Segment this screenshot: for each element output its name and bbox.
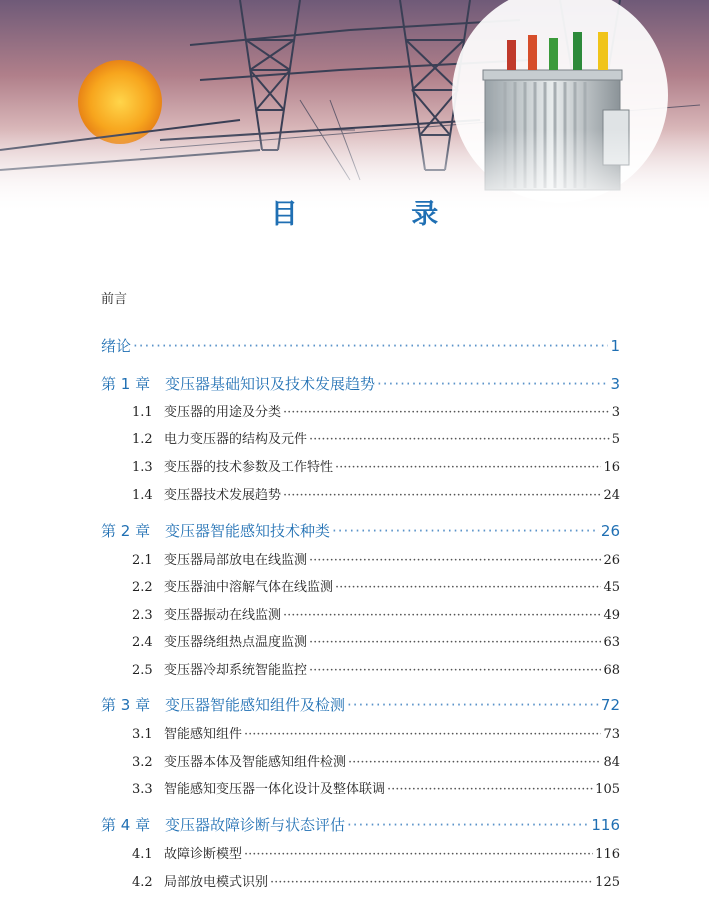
toc-section-entry[interactable]	[101, 659, 620, 678]
toc-leader-dots	[309, 663, 601, 678]
toc-entry-number: 第 1 章	[101, 375, 151, 393]
toc-preface: 前言	[101, 292, 128, 307]
toc-entry-page: 1	[610, 337, 620, 355]
toc-chapter-entry[interactable]	[101, 373, 620, 394]
toc-entry-number: 1.1	[132, 405, 153, 420]
toc-entry-title: 变压器绕组热点温度监测	[164, 635, 308, 650]
toc-leader-dots	[332, 522, 599, 540]
toc-entry-number: 4.1	[132, 847, 153, 862]
toc-leader-dots	[270, 875, 593, 890]
header-illustration	[0, 0, 709, 215]
toc-section-entry[interactable]	[101, 484, 620, 503]
toc-section-entry[interactable]	[101, 631, 620, 650]
toc-chapter-entry[interactable]	[101, 335, 620, 356]
toc-leader-dots	[387, 782, 593, 797]
toc-entry-title: 变压器的技术参数及工作特性	[164, 460, 334, 475]
toc-entry-page: 26	[600, 522, 620, 540]
toc-entry-number: 3.1	[132, 727, 153, 742]
toc-entry-page: 5	[611, 432, 620, 447]
toc-leader-dots	[133, 337, 608, 355]
toc-entry-number: 1.3	[132, 460, 153, 475]
toc-section-entry[interactable]	[101, 723, 620, 742]
toc-entry-title: 变压器基础知识及技术发展趋势	[165, 375, 376, 393]
toc-entry-page: 84	[603, 755, 620, 770]
toc-entry-title: 变压器振动在线监测	[164, 608, 282, 623]
toc-section-entry[interactable]	[101, 604, 620, 623]
toc-entry-number: 2.1	[132, 553, 153, 568]
toc-entry-title: 变压器智能感知技术种类	[165, 522, 331, 540]
toc-entry-number: 1.2	[132, 432, 153, 447]
toc-entry-page: 26	[603, 553, 620, 568]
toc-entry-page: 49	[603, 608, 620, 623]
toc-leader-dots	[377, 375, 608, 393]
toc-entry-title: 智能感知组件	[164, 727, 243, 742]
toc-entry-title: 变压器技术发展趋势	[164, 488, 282, 503]
toc-entry-page: 3	[610, 375, 620, 393]
toc-leader-dots	[335, 580, 601, 595]
toc-section-entry[interactable]	[101, 401, 620, 420]
toc-section-entry[interactable]	[101, 778, 620, 797]
toc-entry-number: 2.3	[132, 608, 153, 623]
toc-entry-page: 73	[603, 727, 620, 742]
toc-section-entry[interactable]	[101, 549, 620, 568]
toc-leader-dots	[347, 696, 599, 714]
toc-entry-number: 第 3 章	[101, 696, 151, 714]
toc-leader-dots	[309, 553, 601, 568]
toc-entry-page: 72	[600, 696, 620, 714]
toc-entry-number: 2.5	[132, 663, 153, 678]
toc-entry-title: 变压器本体及智能感知组件检测	[164, 755, 347, 770]
toc-leader-dots	[283, 488, 601, 503]
toc-leader-dots	[309, 635, 601, 650]
toc-section-entry[interactable]	[101, 843, 620, 862]
toc-entry-page: 116	[591, 816, 620, 834]
toc-leader-dots	[348, 755, 601, 770]
toc-entry-page: 3	[611, 405, 620, 420]
header-banner	[0, 0, 709, 215]
toc-section-entry[interactable]	[101, 751, 620, 770]
toc-entry-title: 绪论	[101, 337, 132, 355]
toc-entry-page: 125	[595, 875, 620, 890]
toc-entry-number: 2.4	[132, 635, 153, 650]
toc-entry-title: 变压器油中溶解气体在线监测	[164, 580, 334, 595]
toc-section-entry[interactable]	[101, 456, 620, 475]
toc-entry-title: 电力变压器的结构及元件	[164, 432, 308, 447]
toc-entry-title: 局部放电模式识别	[164, 875, 269, 890]
toc-entry-title: 故障诊断模型	[164, 847, 243, 862]
toc-leader-dots	[283, 405, 610, 420]
toc-section-entry[interactable]	[101, 871, 620, 890]
page-title: 目 录	[270, 199, 491, 230]
toc-entry-title: 变压器冷却系统智能监控	[164, 663, 308, 678]
toc-entry-number: 第 4 章	[101, 816, 151, 834]
toc-entry-number: 1.4	[132, 488, 153, 503]
toc-entry-number: 4.2	[132, 875, 153, 890]
toc-leader-dots	[244, 847, 593, 862]
toc-entry-number: 3.3	[132, 782, 153, 797]
toc-entry-title: 变压器智能感知组件及检测	[165, 696, 346, 714]
toc-entry-number: 第 2 章	[101, 522, 151, 540]
toc-entry-number: 3.2	[132, 755, 153, 770]
toc-chapter-entry[interactable]	[101, 814, 620, 835]
toc-entry-title: 智能感知变压器一体化设计及整体联调	[164, 782, 386, 797]
toc-entry-page: 45	[603, 580, 620, 595]
toc-entry-page: 116	[595, 847, 620, 862]
toc-entry-page: 24	[603, 488, 620, 503]
toc-section-entry[interactable]	[101, 428, 620, 447]
toc-leader-dots	[244, 727, 601, 742]
toc-entry-title: 变压器的用途及分类	[164, 405, 282, 420]
toc-entry-number: 2.2	[132, 580, 153, 595]
toc-entry-page: 63	[603, 635, 620, 650]
toc-leader-dots	[347, 816, 589, 834]
toc-entry-title: 变压器故障诊断与状态评估	[165, 816, 346, 834]
toc-entry-page: 16	[603, 460, 620, 475]
toc-section-entry[interactable]	[101, 576, 620, 595]
toc-entry-page: 105	[595, 782, 620, 797]
toc-leader-dots	[335, 460, 601, 475]
toc-entry-title: 变压器局部放电在线监测	[164, 553, 308, 568]
toc-leader-dots	[309, 432, 610, 447]
toc-leader-dots	[283, 608, 601, 623]
toc-chapter-entry[interactable]	[101, 694, 620, 715]
toc-chapter-entry[interactable]	[101, 520, 620, 541]
toc-entry-page: 68	[603, 663, 620, 678]
